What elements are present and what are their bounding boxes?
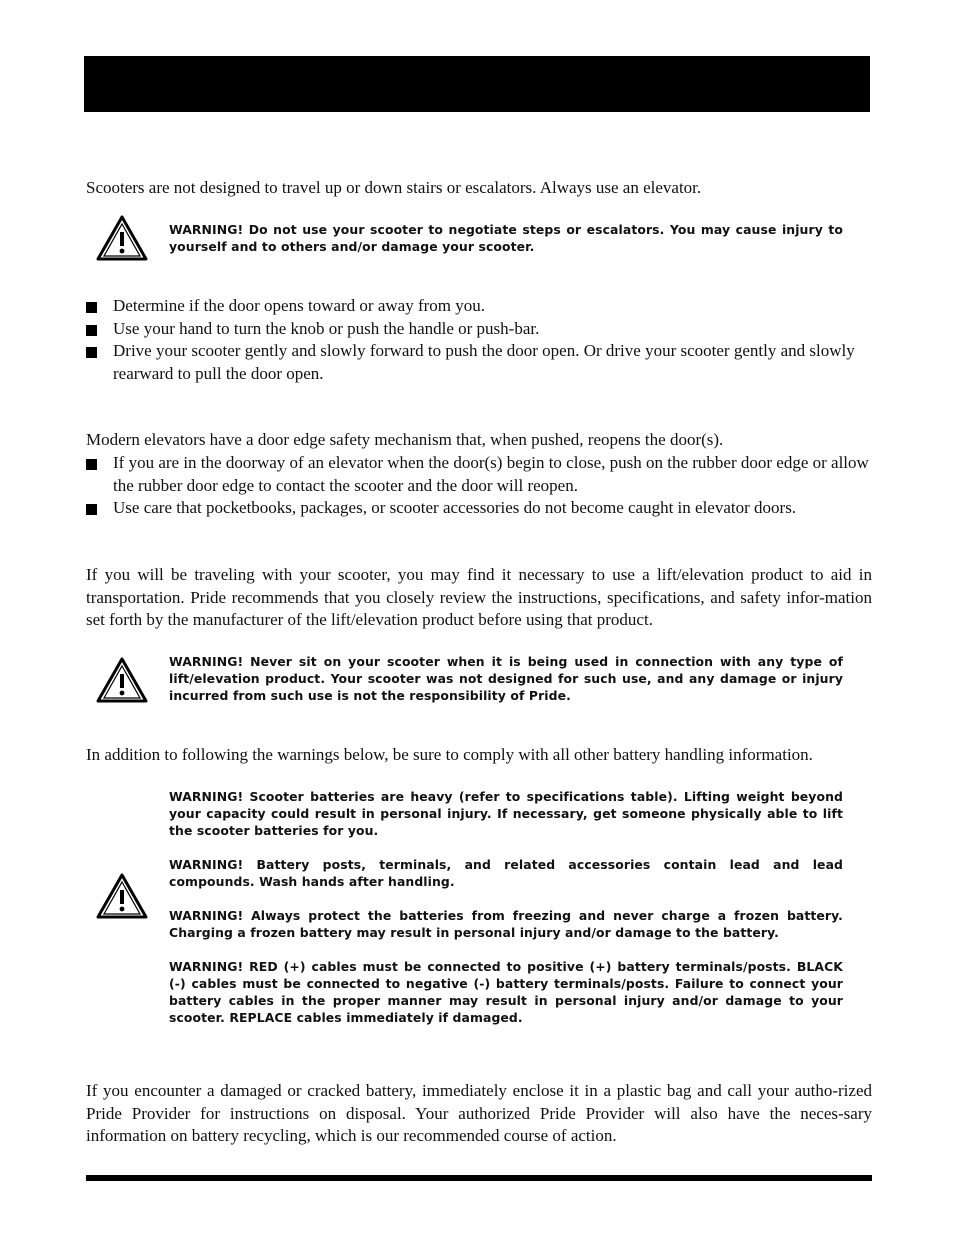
square-bullet-icon — [86, 325, 97, 336]
warning-battery-cables: WARNING! RED (+) cables must be connected to positive (+) battery terminals/posts. BLACK (-) cables must be connected to negative (-) battery terminals/posts. Failure to connect your battery cables in the proper manner may result in personal injury and/or damage to your scooter. REPLACE cables immediately if damaged. — [169, 959, 843, 1025]
damaged-battery-paragraph: If you encounter a damaged or cracked battery, immediately enclose it in a plastic bag and call your autho-rized Pride Provider for instructions on disposal. Your authorized Pride Provider will also have the neces-sary information on battery recycling, which is our recommended course of action. — [86, 1081, 872, 1145]
warning-triangle-icon — [96, 656, 148, 704]
warning-battery-lead: WARNING! Battery posts, terminals, and related accessories contain lead and lead compounds. Wash hands after handling. — [169, 857, 843, 889]
warning-battery-freezing: WARNING! Always protect the batteries from freezing and never charge a frozen battery. Charging a frozen battery may result in personal injury and/or damage to the battery. — [169, 908, 843, 940]
square-bullet-icon — [86, 504, 97, 515]
lift-paragraph: If you will be traveling with your scooter, you may find it necessary to use a lift/elevation product to aid in transportation. Pride recommends that you closely review the instructions, specifications, and safety infor-mation set forth by the manufacturer of the lift/elevation product before using that product. — [86, 565, 872, 629]
stairs-intro: Scooters are not designed to travel up or down stairs or escalators. Always use an elevator. — [86, 178, 702, 197]
door-bullet-list — [86, 295, 872, 385]
list-item: Use care that pocketbooks, packages, or scooter accessories do not become caught in elevator doors. — [86, 497, 872, 520]
list-item: Drive your scooter gently and slowly forward to push the door open. Or drive your scooter gently and slowly rearward to pull the door open. — [86, 340, 872, 385]
list-item: Determine if the door opens toward or away from you. — [86, 295, 872, 318]
footer-rule — [86, 1175, 872, 1181]
warning-triangle-icon — [96, 214, 148, 262]
list-item: If you are in the doorway of an elevator when the door(s) begin to close, push on the rubber door edge or allow the rubber door edge to contact the scooter and the door will reopen. — [86, 452, 872, 497]
square-bullet-icon — [86, 302, 97, 313]
list-item: Use your hand to turn the knob or push the handle or push-bar. — [86, 318, 872, 341]
elevator-bullet-list — [86, 452, 872, 520]
battery-intro: In addition to following the warnings below, be sure to comply with all other battery handling information. — [86, 745, 813, 764]
warning-lift: WARNING! Never sit on your scooter when it is being used in connection with any type of lift/elevation product. Your scooter was not designed for such use, and any damage or injury incurred from such use is not the responsibility of Pride. — [169, 654, 843, 703]
square-bullet-icon — [86, 347, 97, 358]
warning-triangle-icon — [96, 872, 148, 920]
square-bullet-icon — [86, 459, 97, 470]
warning-stairs: WARNING! Do not use your scooter to negotiate steps or escalators. You may cause injury to yourself and to others and/or damage your scooter. — [169, 222, 843, 254]
battery-warnings — [169, 788, 843, 1043]
header-bar — [84, 56, 870, 112]
warning-battery-weight: WARNING! Scooter batteries are heavy (refer to specifications table). Lifting weight beyond your capacity could result in personal injury. If necessary, get someone physically able to lift the scooter batteries for you. — [169, 789, 843, 838]
elevator-intro: Modern elevators have a door edge safety mechanism that, when pushed, reopens the door(s). — [86, 430, 724, 449]
